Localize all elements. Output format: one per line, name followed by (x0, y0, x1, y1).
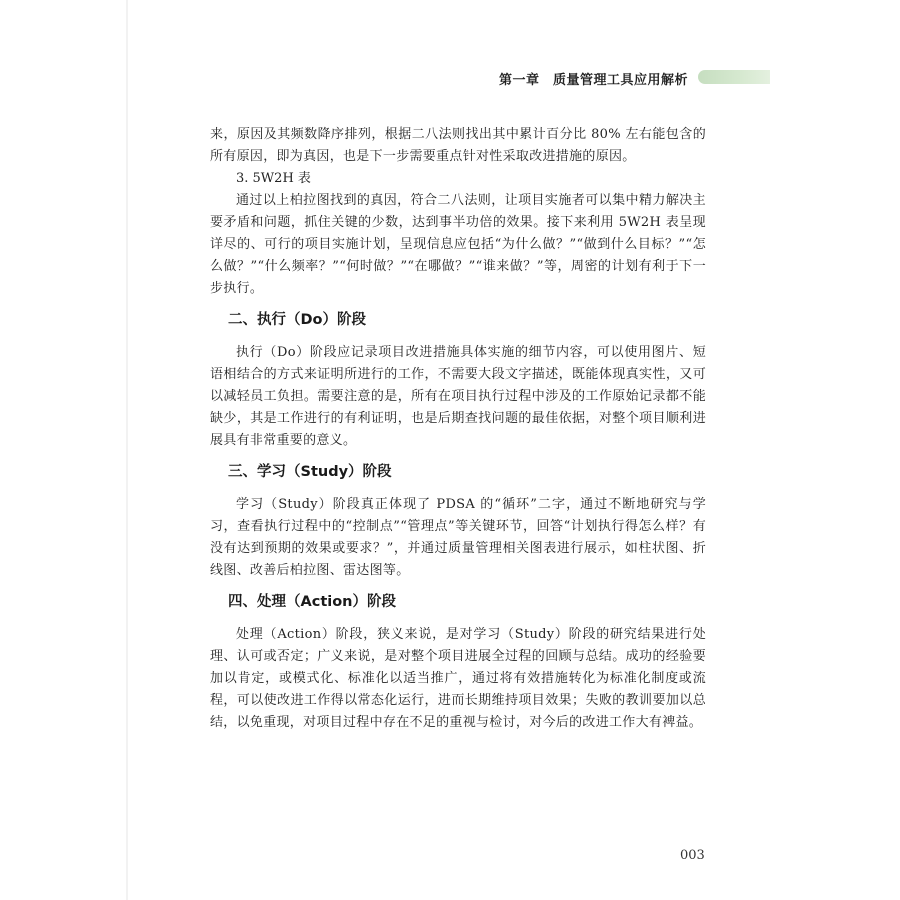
paragraph-action: 处理（Action）阶段，狭义来说，是对学习（Study）阶段的研究结果进行处理、认可或否定；广义来说，是对整个项目进展全过程的回顾与总结。成功的经验要加以肯定，或模式化、标准化以适当推广，通过将有效措施转化为标准化制度或流程，可以使改进工作得以常态化运行，进而长期维持项目效果；失败的教训要加以总结，以免重现，对项目过程中存在不足的重视与检讨，对今后的改进工作大有裨益。 (210, 627, 706, 730)
subheading-5w2h: 3. 5W2H 表 (236, 171, 311, 186)
section-heading-do: 二、执行（Do）阶段 (228, 312, 366, 328)
page-body (210, 124, 706, 734)
paragraph-pareto-conclusion: 来，原因及其频数降序排列，根据二八法则找出其中累计百分比 80% 左右能包含的所有原因，即为真因，也是下一步需要重点针对性采取改进措施的原因。 (210, 127, 706, 164)
page-number: 003 (680, 848, 705, 863)
paragraph-study: 学习（Study）阶段真正体现了 PDSA 的“循环”二字，通过不断地研究与学习，查看执行过程中的“控制点”“管理点”等关键环节，回答“计划执行得怎么样？有没有达到预期的效果或要求？”，并通过质量管理相关图表进行展示，如柱状图、折线图、改善后柏拉图、雷达图等。 (210, 497, 706, 578)
paragraph-do: 执行（Do）阶段应记录项目改进措施具体实施的细节内容，可以使用图片、短语相结合的方式来证明所进行的工作，不需要大段文字描述，既能体现真实性，又可以减轻员工负担。需要注意的是，所有在项目执行过程中涉及的工作原始记录都不能缺少，其是工作进行的有利证明，也是后期查找问题的最佳依据，对整个项目顺利进展具有非常重要的意义。 (210, 345, 706, 448)
paragraph-5w2h: 通过以上柏拉图找到的真因，符合二八法则，让项目实施者可以集中精力解决主要矛盾和问题，抓住关键的少数，达到事半功倍的效果。接下来利用 5W2H 表呈现详尽的、可行的项目实施计划，呈现信息应包括“为什么做？”“做到什么目标？”“怎么做？”“什么频率？”“何时做？”“在哪做？”“谁来做？”等，周密的计划有利于下一步执行。 (210, 193, 706, 296)
section-heading-study: 三、学习（Study）阶段 (228, 464, 392, 480)
section-heading-action: 四、处理（Action）阶段 (228, 594, 397, 610)
header-accent-bar (698, 70, 770, 84)
running-header (128, 64, 770, 90)
chapter-title: 第一章 质量管理工具应用解析 (498, 73, 688, 88)
